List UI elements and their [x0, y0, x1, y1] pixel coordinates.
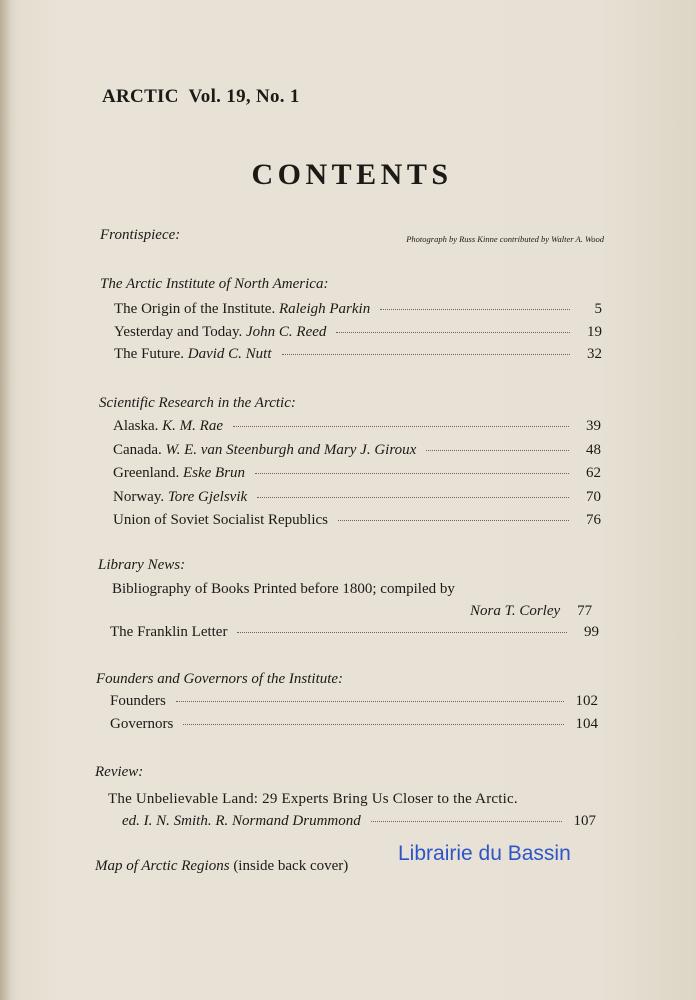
dot-leader: [380, 309, 570, 310]
entry-title-line: [114, 324, 326, 341]
entry-page: 62: [586, 465, 601, 481]
entry-page: 70: [586, 489, 601, 505]
entry-page: 102: [575, 693, 598, 709]
entry-title[interactable]: The Unbelievable Land: 29 Experts Bring Us Closer to the Arctic.: [108, 791, 518, 807]
entry-title-line: [114, 346, 272, 363]
toc-entry[interactable]: [113, 418, 601, 435]
entry-page: 107: [573, 813, 596, 829]
section-heading: Review:: [95, 764, 144, 780]
toc-entry[interactable]: [113, 442, 601, 459]
entry-page: 5: [594, 301, 602, 317]
entry-title-line: [113, 489, 247, 506]
map-label: Map of Arctic Regions: [95, 858, 230, 874]
map-note: (inside back cover): [233, 858, 349, 874]
dot-leader: [237, 632, 567, 633]
toc-entry[interactable]: [113, 465, 601, 482]
entry-title: Canada.: [113, 442, 162, 458]
entry-title: Norway.: [113, 489, 165, 505]
journal-volume: Vol. 19, No. 1: [188, 86, 300, 107]
entry-page: 39: [586, 418, 601, 434]
entry-title: Union of Soviet Socialist Republics: [113, 512, 328, 528]
section-heading: Scientific Research in the Arctic:: [99, 395, 296, 411]
entry-page: 48: [586, 442, 601, 458]
entry-author: David C. Nutt: [187, 346, 272, 362]
toc-entry[interactable]: [110, 693, 598, 710]
toc-entry[interactable]: [114, 301, 602, 318]
toc-entry[interactable]: [122, 813, 596, 830]
entry-page: 99: [584, 624, 599, 640]
watermark: Librairie du Bassin: [398, 842, 571, 865]
page-title: CONTENTS: [251, 158, 453, 191]
dot-leader: [282, 354, 571, 355]
entry-title: The Origin of the Institute.: [114, 301, 276, 317]
section-heading: Library News:: [98, 557, 186, 573]
entry-credit-line: [122, 813, 361, 830]
entry-title-line: [113, 418, 223, 435]
entry-editor: ed. I. N. Smith.: [122, 813, 212, 829]
entry-title: The Future.: [114, 346, 184, 362]
dot-leader: [176, 701, 564, 702]
toc-entry[interactable]: [470, 603, 600, 620]
section-heading: Founders and Governors of the Institute:: [96, 671, 344, 687]
dot-leader: [183, 724, 563, 725]
entry-author: Raleigh Parkin: [278, 301, 371, 317]
entry-title: Yesterday and Today.: [114, 324, 243, 340]
entry-author: Nora T. Corley: [470, 603, 561, 619]
journal-name: ARCTIC: [102, 86, 179, 107]
entry-author: John C. Reed: [246, 324, 327, 340]
entry-title: Governors: [110, 716, 174, 732]
entry-author: R. Normand Drummond: [215, 813, 361, 829]
entry-page: 76: [586, 512, 601, 528]
entry-title-line: [113, 512, 328, 529]
entry-page: 19: [587, 324, 602, 340]
dot-leader: [426, 450, 569, 451]
entry-author: Eske Brun: [182, 465, 246, 481]
entry-page: 32: [587, 346, 602, 362]
entry-page: 104: [575, 716, 598, 732]
dot-leader: [336, 332, 570, 333]
section-heading: The Arctic Institute of North America:: [100, 276, 329, 292]
toc-entry[interactable]: [114, 346, 602, 363]
dot-leader: [255, 473, 569, 474]
entry-title-line: [114, 301, 370, 318]
entry-title: Greenland.: [113, 465, 180, 481]
dot-leader: [233, 426, 569, 427]
map-line[interactable]: [95, 858, 348, 875]
toc-entry[interactable]: [114, 324, 602, 341]
entry-title-line: [113, 442, 416, 459]
toc-entry[interactable]: [113, 512, 601, 529]
entry-title: The Franklin Letter: [110, 624, 228, 640]
entry-author: W. E. van Steenburgh and Mary J. Giroux: [165, 442, 417, 458]
toc-entry[interactable]: [113, 489, 601, 506]
entry-page: 77: [577, 603, 593, 619]
toc-entry[interactable]: [110, 716, 598, 733]
entry-title-line: [113, 465, 245, 482]
entry-author: Tore Gjelsvik: [167, 489, 248, 505]
dot-leader: [371, 821, 562, 822]
book-spine-shadow: [0, 0, 10, 1000]
entry-title: Alaska.: [113, 418, 159, 434]
entry-title: Founders: [110, 693, 166, 709]
entry-author: K. M. Rae: [162, 418, 223, 434]
toc-entry[interactable]: [110, 624, 599, 641]
dot-leader: [257, 497, 569, 498]
frontispiece-label: Frontispiece:: [100, 227, 181, 243]
frontispiece-credit: Photograph by Russ Kinne contributed by Walter A. Wood: [406, 234, 604, 244]
entry-title[interactable]: Bibliography of Books Printed before 1800; compiled by: [112, 581, 455, 597]
journal-header: [102, 86, 300, 108]
dot-leader: [338, 520, 569, 521]
